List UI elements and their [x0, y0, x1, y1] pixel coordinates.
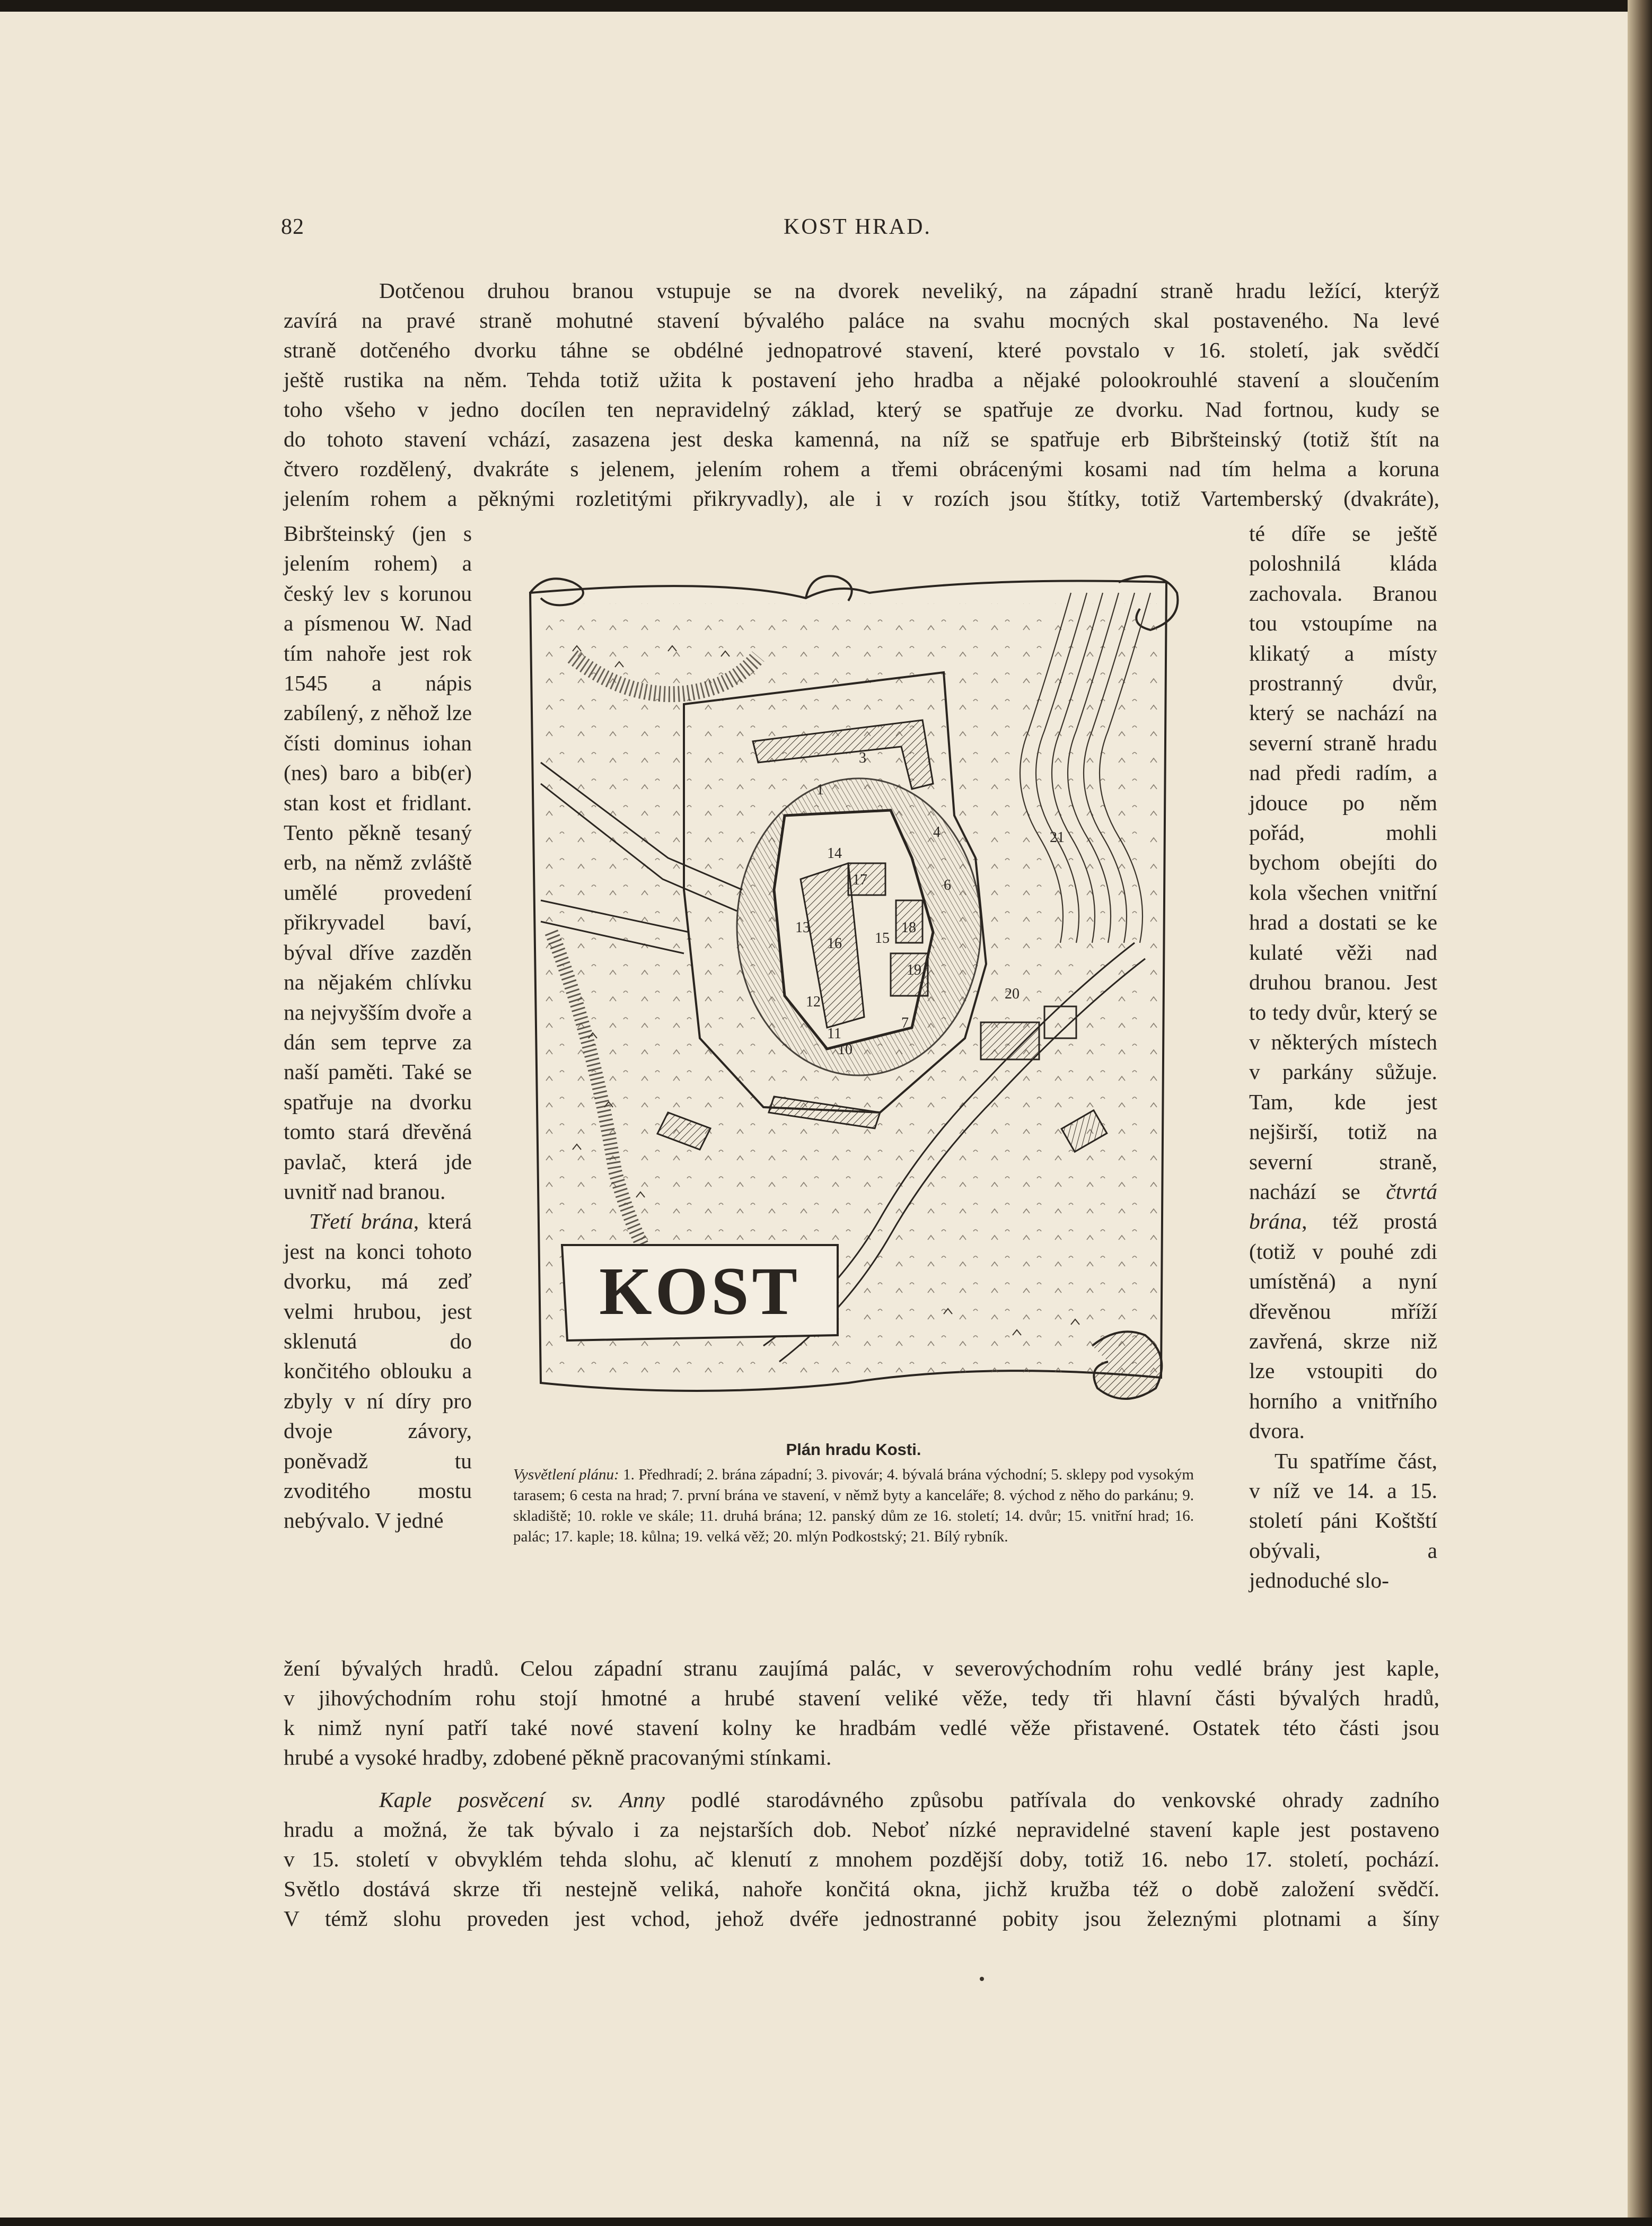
svg-text:1: 1 — [816, 782, 824, 798]
svg-text:20: 20 — [1005, 986, 1020, 1002]
page-top-edge — [0, 0, 1652, 12]
text-line: jelením rohem a pěknými rozletitými přikryvadly), ale i v rozích jsou štítky, totiž Vartemberský (dvakráte), — [284, 486, 1439, 511]
banner-title: KOST — [599, 1254, 801, 1329]
svg-text:15: 15 — [875, 930, 890, 947]
text-line: v jihovýchodním rohu stojí hmotné a hrubé stavení veliké věže, tedy tři hlavní části bývalých hradů, — [284, 1686, 1439, 1710]
book-spine-edge — [1628, 0, 1652, 2226]
svg-text:4: 4 — [933, 824, 941, 840]
page-bottom-edge — [0, 2218, 1652, 2226]
svg-text:14: 14 — [827, 845, 842, 862]
svg-text:11: 11 — [827, 1026, 841, 1042]
right-column-paragraph — [1249, 519, 1437, 1446]
text-line: v 15. století v obvyklém tehda slohu, ač klenutí z mnohem pozdější doby, totiž 16. nebo 17. století, pochází. — [284, 1847, 1439, 1871]
left-text-column — [284, 519, 472, 1536]
text-line: žení bývalých hradů. Celou západní stranu zaujímá palác, v severovýchodním rohu vedlé brány jest kaple, — [284, 1656, 1439, 1680]
text-line: toho všeho v jedno docílen ten nepravidelný základ, který se spatřuje ze dvorku. Nad fortnou, kudy se — [284, 397, 1439, 422]
svg-text:18: 18 — [901, 919, 916, 936]
text-line: hrubé a vysoké hradby, zdobené pěkně pracovanými stínkami. — [284, 1745, 832, 1769]
text-line: straně dotčeného dvorku táhne se obdélné jednopatrové stavení, které povstalo v 16. století, jak svědčí — [284, 338, 1439, 362]
svg-text:12: 12 — [806, 994, 821, 1010]
caption-text: 1. Předhradí; 2. brána západní; 3. pivovár; 4. bývalá brána východní; 5. sklepy pod vysokým tarasem; 6 cesta na hrad; 7. první brána ve stavení, v němž byty a kanceláře; 8. východ z něho do parkánu; 9. skladiště; 10. rokle ve skále; 11. druhá brána; 12. panský dům ze 16. století; 14. dvůr; 15. vnitřní hrad; 16. palác; 17. kaple; 18. kůlna; 19. velká věž; 20. mlýn Podkostský; 21. Bílý rybník. — [513, 1466, 1194, 1545]
caption-label: Vysvětlení plánu: — [513, 1466, 619, 1483]
figure-caption — [513, 1465, 1194, 1547]
text-line: hradu a možná, že tak bývalo i za nejstarších dob. Neboť nízké nepravidelné stavení kaple jest postaveno — [284, 1817, 1439, 1842]
text-span: podlé starodávného způsobu patřívala do venkovské ohrady zadního — [664, 1787, 1440, 1812]
section-lead-third-gate: Třetí brána — [309, 1209, 414, 1234]
section-lead-fourth-gate: čtvrtá brána — [1249, 1179, 1437, 1234]
svg-text:19: 19 — [907, 962, 921, 978]
figure-caption-title: Plán hradu Kosti. — [786, 1440, 921, 1459]
svg-text:3: 3 — [859, 750, 866, 766]
svg-text:7: 7 — [901, 1015, 909, 1031]
kost-banner — [562, 1245, 838, 1340]
text-line: čtvero rozdělený, dvakráte s jelenem, jelením rohem a třemi obrácenými kosami nad tím helma a koruna — [284, 457, 1439, 481]
text-line: zavírá na pravé straně mohutné stavení bývalého paláce na svahu mocných skal postaveného. Na levé — [284, 308, 1439, 332]
right-column-text: té díře se ještě poloshnilá kláda zachovala. Branou tou vstoupíme na klikatý a místy prostranný dvůr, který se nachází na severní straně hradu nad předi radím, a jdouce po něm pořád, mohli bychom obejíti do kola všechen vnitřní hrad a dostati se ke kulaté věži nad druhou branou. Jest to tedy dvůr, který se v některých místech v parkány sůžuje. Tam, kde jest nejširší, totiž na severní straně, nachází se — [1249, 521, 1437, 1204]
svg-text:10: 10 — [838, 1041, 853, 1058]
svg-text:21: 21 — [1050, 829, 1065, 846]
svg-text:17: 17 — [853, 872, 867, 888]
castle-plan-figure — [509, 561, 1198, 1436]
text-line — [284, 1785, 1439, 1815]
right-text-column — [1249, 519, 1437, 1596]
right-column-text-2: Tu spatříme část, v níž ve 14. a 15. století páni Koštští obývali, a jednoduché slo- — [1249, 1448, 1437, 1593]
running-title: KOST HRAD. — [784, 215, 932, 239]
text-line: ještě rustika na něm. Tehda totiž užita k postavení jeho hradba a nějaké polookrouhlé stavení a sloučením — [284, 367, 1439, 392]
page-number: 82 — [281, 215, 304, 239]
left-column-paragraph — [284, 1206, 472, 1535]
svg-text:16: 16 — [827, 935, 842, 952]
svg-text:6: 6 — [944, 877, 951, 893]
print-mark — [980, 1977, 984, 1981]
text-line: Světlo dostává skrze tři nestejně veliká, nahoře končitá okna, jichž kružba též o době založení svědčí. — [284, 1877, 1439, 1901]
section-lead-chapel: Kaple posvěcení sv. Anny — [379, 1787, 665, 1812]
text-line: Dotčenou druhou branou vstupuje se na dvorek neveliký, na západní straně hradu ležící, kterýž — [379, 278, 1439, 303]
text-line: k nimž nyní patří také nové stavení kolny ke hradbám vedlé věže přistavené. Ostatek této části jsou — [284, 1715, 1439, 1740]
svg-text:13: 13 — [795, 919, 810, 936]
right-column-text-cont: , též prostá (totiž v pouhé zdi umístěná) a nyní dřevěnou mříží zavřená, skrze niž lze vstoupiti do horního a vnitřního dvora. — [1249, 1209, 1437, 1443]
left-column-text-cont: , která jest na konci tohoto dvorku, má zeď velmi hrubou, jest sklenutá do končitého oblouku a zbyly v ní díry pro dvoje závory, poněvadž tu zvoditého mostu nebývalo. V jedné — [284, 1209, 472, 1533]
left-column-text: Bibršteinský (jen s jelením rohem) a český lev s korunou a písmenou W. Nad tím nahoře jest rok 1545 a nápis zabílený, z něhož lze čísti dominus iohan (nes) baro a bib(er) stan kost et fridlant. Tento pěkně tesaný erb, na němž zvláště umělé provedení přikryvadel baví, býval dříve zazděn na nějakém chlívku na nejvyšším dvoře a dán sem teprve za naší paměti. Také se spatřuje na dvorku tomto stará dřevěná pavlač, která jde uvnitř nad branou. — [284, 521, 472, 1204]
text-line: do tohoto stavení vchází, zasazena jest deska kamenná, na níž se spatřuje erb Bibršteinský (totiž štít na — [284, 427, 1439, 451]
text-line: V témž slohu proveden jest vchod, jehož dvéře jednostranné pobity jsou železnými plotnami a šíny — [284, 1906, 1439, 1931]
